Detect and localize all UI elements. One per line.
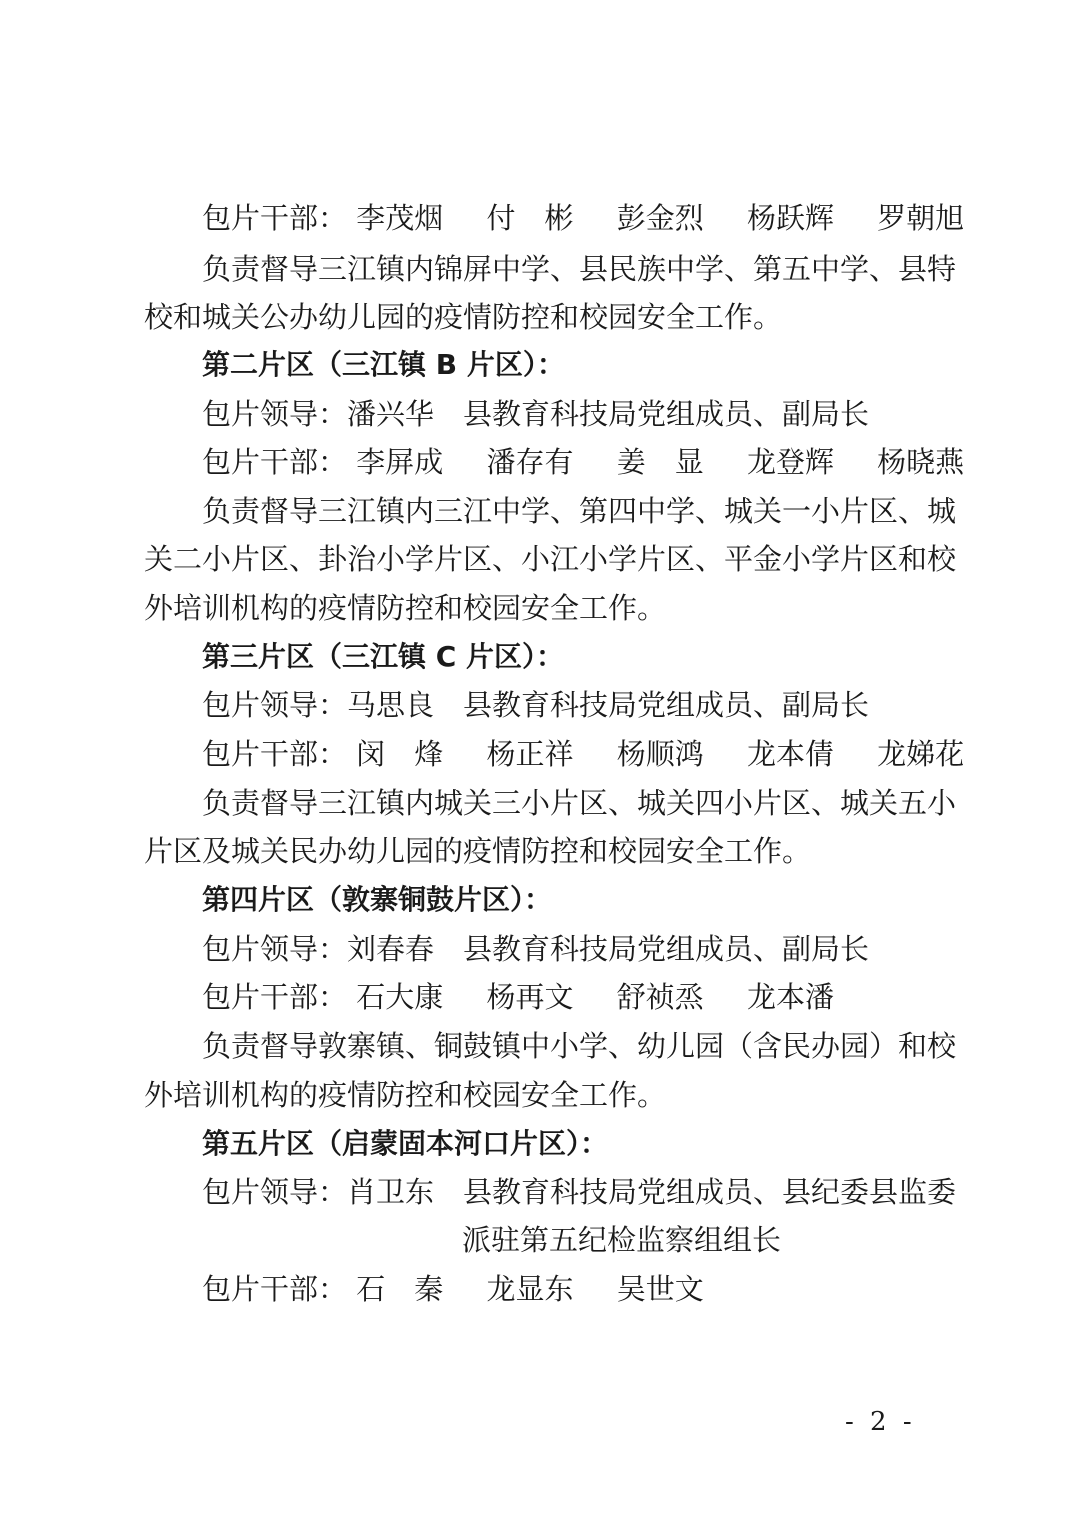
second-leader: 包片领导：潘兴华 县教育科技局党组成员、副局长: [202, 397, 870, 431]
third-duty-line-2: 片区及城关民办幼儿园的疫情防控和校园安全工作。: [144, 834, 812, 868]
first-duty-line-2: 校和城关公办幼儿园的疫情防控和校园安全工作。: [144, 300, 783, 334]
cadres-label: 包片干部：: [202, 737, 348, 771]
third-duty-line-1: 负责督导三江镇内城关三小片区、城关四小片区、城关五小: [202, 786, 957, 820]
page-number: - 2 -: [845, 1407, 916, 1437]
cadre-name: 彭金烈: [616, 201, 704, 235]
second-duty-line-2: 关二小片区、卦治小学片区、小江小学片区、平金小学片区和校: [144, 542, 957, 576]
fourth-duty-line-1: 负责督导敦寨镇、铜鼓镇中小学、幼儿园（含民办园）和校: [202, 1029, 957, 1063]
cadres-label: 包片干部：: [202, 201, 348, 235]
cadre-name: 杨晓燕: [877, 445, 965, 479]
cadre-name: 付 彬: [486, 201, 574, 235]
fourth-heading: 第四片区（敦寨铜鼓片区）：: [202, 883, 553, 916]
cadre-name: 石 秦: [356, 1272, 444, 1306]
cadre-name: 杨正祥: [486, 737, 574, 771]
fourth-duty-line-2: 外培训机构的疫情防控和校园安全工作。: [144, 1078, 667, 1112]
second-heading: 第二片区（三江镇 B 片区）：: [202, 348, 565, 381]
cadre-name: 石大康: [356, 980, 444, 1014]
cadres-label: 包片干部：: [202, 980, 348, 1014]
first-duty-line-1: 负责督导三江镇内锦屏中学、县民族中学、第五中学、县特: [202, 252, 957, 286]
cadre-name: 吴世文: [616, 1272, 704, 1306]
cadres-label: 包片干部：: [202, 445, 348, 479]
cadre-name: 李屏成: [356, 445, 444, 479]
cadre-name: 闵 烽: [356, 737, 444, 771]
third-leader: 包片领导：马思良 县教育科技局党组成员、副局长: [202, 688, 870, 722]
third-cadres-line: [202, 734, 964, 774]
cadre-name: 杨顺鸿: [616, 737, 704, 771]
fourth-leader: 包片领导：刘春春 县教育科技局党组成员、副局长: [202, 932, 870, 966]
cadre-name: 龙显东: [486, 1272, 574, 1306]
cadre-name: 罗朝旭: [877, 201, 965, 235]
fifth-leader-line-2: 派驻第五纪检监察组组长: [462, 1223, 782, 1257]
third-heading: 第三片区（三江镇 C 片区）：: [202, 640, 565, 673]
cadre-name: 舒祯烝: [616, 980, 704, 1014]
second-duty-line-3: 外培训机构的疫情防控和校园安全工作。: [144, 591, 667, 625]
cadre-name: 杨再文: [486, 980, 574, 1014]
first-cadres-line: [202, 198, 964, 238]
cadre-name: 龙登辉: [746, 445, 834, 479]
cadre-name: 杨跃辉: [746, 201, 834, 235]
fourth-cadres-line: [202, 977, 834, 1017]
fifth-cadres-line: [202, 1269, 704, 1309]
cadre-name: 龙本潘: [746, 980, 834, 1014]
cadre-name: 潘存有: [486, 445, 574, 479]
cadres-label: 包片干部：: [202, 1272, 348, 1306]
fifth-heading: 第五片区（启蒙固本河口片区）：: [202, 1127, 609, 1160]
cadre-name: 龙娣花: [877, 737, 965, 771]
second-cadres-line: [202, 442, 964, 482]
cadre-name: 姜 显: [616, 445, 704, 479]
cadre-name: 龙本倩: [746, 737, 834, 771]
cadre-name: 李茂烟: [356, 201, 444, 235]
second-duty-line-1: 负责督导三江镇内三江中学、第四中学、城关一小片区、城: [202, 494, 957, 528]
fifth-leader-line-1: 包片领导：肖卫东 县教育科技局党组成员、县纪委县监委: [202, 1175, 957, 1209]
